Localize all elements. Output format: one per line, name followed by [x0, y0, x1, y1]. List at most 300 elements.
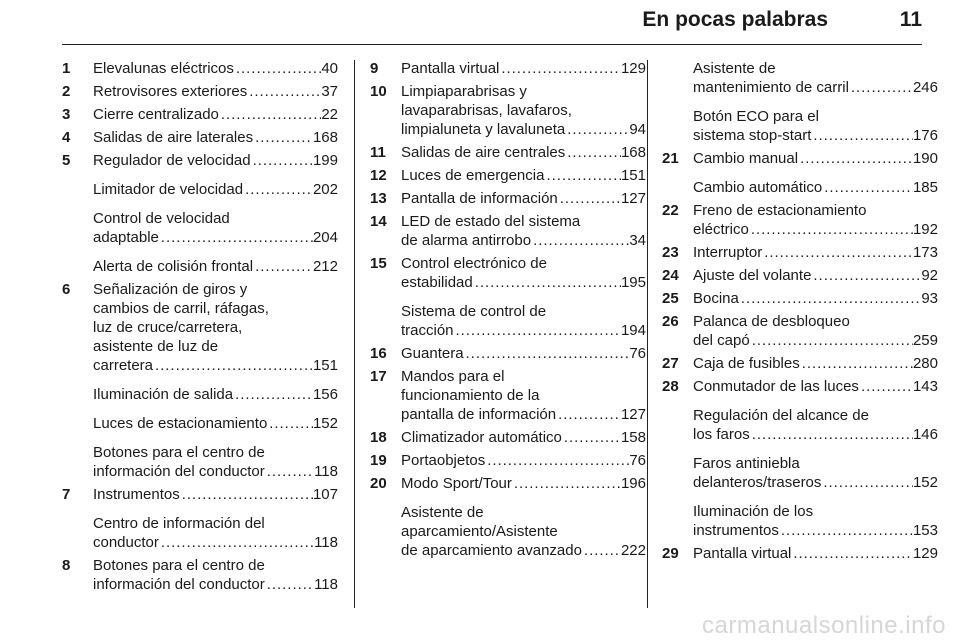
dot-leader	[800, 354, 913, 373]
entry-text-line: de alarma antirrobo	[401, 232, 532, 249]
entry-number: 7	[62, 486, 71, 503]
index-column-2	[370, 59, 646, 564]
entry-last-line	[93, 228, 338, 247]
entry-text-line: instrumentos	[693, 522, 779, 539]
index-entry[interactable]	[62, 257, 338, 276]
entry-last-line	[93, 533, 338, 552]
entry-text-line: sistema stop-start	[693, 127, 812, 144]
entry-last-line	[401, 166, 646, 185]
entry-last-line	[693, 425, 938, 444]
entry-last-line	[93, 151, 338, 170]
dot-leader	[243, 180, 313, 199]
entry-last-line	[693, 521, 938, 540]
entry-page-number: 194	[620, 322, 646, 339]
entry-page-number: 196	[620, 475, 646, 492]
entry-last-line	[693, 331, 938, 350]
entry-body	[401, 212, 646, 250]
entry-text-line: Retrovisores exteriores	[93, 83, 248, 100]
entry-text-line: LED de estado del sistema	[401, 213, 581, 230]
entry-text-line: Alerta de colisión frontal	[93, 258, 254, 275]
index-entry[interactable]	[62, 180, 338, 199]
entry-text-line: información del conductor	[93, 576, 265, 593]
entry-text-line: Palanca de desbloqueo	[693, 313, 850, 330]
entry-text-line: Pantalla virtual	[693, 545, 792, 562]
index-entry[interactable]	[370, 82, 646, 139]
entry-body	[693, 289, 938, 308]
entry-page-number: 34	[629, 232, 646, 249]
index-entry[interactable]	[62, 82, 338, 101]
entry-number: 17	[370, 368, 387, 385]
index-entry[interactable]	[662, 178, 938, 197]
entry-number: 2	[62, 83, 71, 100]
entry-text-line: Guantera	[401, 345, 464, 362]
entry-body	[93, 280, 338, 375]
entry-text-line: Control de velocidad	[93, 210, 230, 227]
entry-text-line: Control electrónico de	[401, 255, 547, 272]
entry-text-line: Cierre centralizado	[93, 106, 219, 123]
entry-page-number: 127	[620, 190, 646, 207]
dot-leader	[454, 321, 621, 340]
entry-body	[93, 128, 338, 147]
entry-text-line: Interruptor	[693, 244, 763, 261]
dot-leader	[251, 151, 313, 170]
dot-leader	[153, 356, 313, 375]
index-entry[interactable]	[370, 59, 646, 78]
dot-leader	[219, 105, 321, 124]
entry-page-number: 152	[312, 415, 338, 432]
index-entry[interactable]	[370, 302, 646, 340]
entry-number: 9	[370, 60, 379, 77]
entry-text-line: Salidas de aire centrales	[401, 144, 566, 161]
entry-page-number: 129	[620, 60, 646, 77]
entry-body	[693, 178, 938, 197]
entry-last-line	[401, 428, 646, 447]
entry-number: 4	[62, 129, 71, 146]
entry-last-line	[401, 321, 646, 340]
entry-page-number: 222	[620, 542, 646, 559]
entry-number: 20	[370, 475, 387, 492]
entry-last-line	[93, 105, 338, 124]
watermark: carmanualsonline.info	[702, 612, 946, 639]
entry-text-line: Regulador de velocidad	[93, 152, 251, 169]
index-entry[interactable]	[370, 451, 646, 470]
entry-text-line: Centro de información del	[93, 515, 265, 532]
entry-number: 19	[370, 452, 387, 469]
index-entry[interactable]	[662, 454, 938, 492]
entry-last-line	[693, 473, 938, 492]
index-entry[interactable]	[62, 105, 338, 124]
entry-text-line: Faros antiniebla	[693, 455, 800, 472]
dot-leader	[859, 377, 913, 396]
dot-leader	[180, 485, 313, 504]
entry-number: 11	[370, 144, 386, 161]
column-divider-2	[647, 60, 648, 608]
entry-last-line	[93, 82, 338, 101]
entry-text-line: conductor	[93, 534, 159, 551]
index-entry[interactable]	[662, 289, 938, 308]
entry-number: 5	[62, 152, 71, 169]
entry-page-number: 153	[912, 522, 938, 539]
entry-text-line: Iluminación de salida	[93, 386, 234, 403]
dot-leader	[798, 149, 913, 168]
index-entry[interactable]	[662, 243, 938, 262]
entry-page-number: 76	[629, 452, 646, 469]
entry-number: 28	[662, 378, 679, 395]
entry-last-line	[93, 180, 338, 199]
entry-last-line	[401, 474, 646, 493]
entry-last-line	[693, 377, 938, 396]
dot-leader	[750, 331, 913, 350]
dot-leader	[464, 344, 630, 363]
entry-body	[401, 166, 646, 185]
entry-text-line: Pantalla virtual	[401, 60, 500, 77]
index-entry[interactable]	[370, 367, 646, 424]
entry-text-line: mantenimiento de carril	[693, 79, 849, 96]
entry-page-number: 168	[620, 144, 646, 161]
entry-text-line: Conmutador de las luces	[693, 378, 859, 395]
entry-last-line	[93, 462, 338, 481]
dot-leader	[253, 257, 313, 276]
entry-page-number: 199	[312, 152, 338, 169]
dot-leader	[762, 243, 913, 262]
entry-text-line: Limpiaparabrisas y	[401, 83, 527, 100]
entry-text-line: carretera	[93, 357, 154, 374]
index-entry[interactable]	[62, 414, 338, 433]
entry-body	[93, 485, 338, 504]
entry-text-line: asistente de luz de	[93, 338, 219, 355]
entry-body	[401, 367, 646, 424]
dot-leader	[234, 59, 321, 78]
entry-last-line	[401, 189, 646, 208]
index-entry[interactable]	[370, 503, 646, 560]
entry-page-number: 22	[321, 106, 338, 123]
dot-leader	[565, 143, 621, 162]
index-entry[interactable]	[370, 254, 646, 292]
entry-body	[93, 59, 338, 78]
entry-body	[693, 544, 938, 563]
entry-page-number: 246	[912, 79, 938, 96]
entry-text-line: Cambio manual	[693, 150, 799, 167]
entry-number: 1	[62, 60, 71, 77]
index-entry[interactable]	[62, 128, 338, 147]
index-entry[interactable]	[662, 149, 938, 168]
entry-number: 6	[62, 281, 71, 298]
index-entry[interactable]	[62, 443, 338, 481]
entry-body	[93, 180, 338, 199]
header-rule	[62, 44, 922, 45]
dot-leader	[253, 128, 313, 147]
entry-last-line	[401, 541, 646, 560]
entry-number: 13	[370, 190, 387, 207]
index-entry[interactable]	[662, 312, 938, 350]
index-entry[interactable]	[662, 266, 938, 285]
entry-number: 12	[370, 167, 387, 184]
entry-last-line	[93, 59, 338, 78]
entry-last-line	[93, 575, 338, 594]
entry-page-number: 143	[912, 378, 938, 395]
entry-body	[93, 257, 338, 276]
entry-last-line	[401, 143, 646, 162]
index-entry[interactable]	[62, 514, 338, 552]
entry-last-line	[693, 178, 938, 197]
dot-leader	[822, 178, 913, 197]
entry-last-line	[693, 149, 938, 168]
entry-page-number: 202	[312, 181, 338, 198]
dot-leader	[556, 405, 621, 424]
entry-last-line	[693, 220, 938, 239]
entry-text-line: del capó	[693, 332, 750, 349]
index-entry[interactable]	[62, 209, 338, 247]
entry-body	[93, 443, 338, 481]
entry-text-line: luz de cruce/carretera,	[93, 319, 243, 336]
index-entry[interactable]	[662, 354, 938, 373]
dot-leader	[531, 231, 629, 250]
entry-page-number: 173	[912, 244, 938, 261]
entry-text-line: adaptable	[93, 229, 159, 246]
index-entry[interactable]	[370, 428, 646, 447]
entry-text-line: Ajuste del volante	[693, 267, 812, 284]
entry-page-number: 195	[620, 274, 646, 291]
entry-number: 3	[62, 106, 71, 123]
entry-number: 14	[370, 213, 387, 230]
entry-last-line	[401, 451, 646, 470]
entry-text-line: estabilidad	[401, 274, 473, 291]
entry-body	[693, 312, 938, 350]
entry-text-line: aparcamiento/Asistente	[401, 523, 558, 540]
dot-leader	[779, 521, 913, 540]
entry-page-number: 158	[620, 429, 646, 446]
index-entry[interactable]	[62, 385, 338, 404]
entry-text-line: Freno de estacionamiento	[693, 202, 867, 219]
entry-body	[693, 59, 938, 97]
index-entry[interactable]	[370, 212, 646, 250]
index-entry[interactable]	[62, 556, 338, 594]
entry-page-number: 92	[921, 267, 938, 284]
entry-last-line	[93, 485, 338, 504]
dot-leader	[811, 126, 913, 145]
entry-body	[693, 502, 938, 540]
dot-leader	[565, 120, 629, 139]
entry-last-line	[93, 356, 338, 375]
entry-text-line: Modo Sport/Tour	[401, 475, 512, 492]
entry-body	[401, 451, 646, 470]
entry-body	[401, 59, 646, 78]
index-entry[interactable]	[370, 344, 646, 363]
entry-body	[93, 556, 338, 594]
entry-last-line	[401, 405, 646, 424]
entry-body	[401, 503, 646, 560]
entry-body	[401, 474, 646, 493]
dot-leader	[739, 289, 921, 308]
entry-number: 18	[370, 429, 387, 446]
entry-text-line: Asistente de	[401, 504, 484, 521]
entry-page-number: 76	[629, 345, 646, 362]
entry-page-number: 204	[312, 229, 338, 246]
entry-body	[93, 209, 338, 247]
dot-leader	[265, 575, 314, 594]
entry-page-number: 151	[620, 167, 646, 184]
index-entry[interactable]	[662, 201, 938, 239]
entry-body	[693, 243, 938, 262]
entry-body	[693, 107, 938, 145]
entry-text-line: Climatizador automático	[401, 429, 562, 446]
entry-body	[693, 406, 938, 444]
entry-number: 22	[662, 202, 679, 219]
entry-text-line: Salidas de aire laterales	[93, 129, 254, 146]
entry-page-number: 118	[314, 463, 338, 480]
index-entry[interactable]	[662, 107, 938, 145]
entry-body	[693, 201, 938, 239]
entry-last-line	[693, 266, 938, 285]
entry-body	[693, 266, 938, 285]
entry-page-number: 37	[321, 83, 338, 100]
entry-last-line	[401, 120, 646, 139]
entry-text-line: eléctrico	[693, 221, 749, 238]
dot-leader	[159, 228, 313, 247]
entry-page-number: 212	[312, 258, 338, 275]
dot-leader	[562, 428, 621, 447]
entry-page-number: 40	[321, 60, 338, 77]
entry-body	[693, 354, 938, 373]
entry-last-line	[693, 354, 938, 373]
dot-leader	[750, 425, 913, 444]
index-column-1	[62, 59, 338, 598]
entry-page-number: 259	[912, 332, 938, 349]
entry-last-line	[693, 78, 938, 97]
index-entry[interactable]	[370, 166, 646, 185]
entry-text-line: Botones para el centro de	[93, 557, 265, 574]
dot-leader	[849, 78, 913, 97]
entry-text-line: Regulación del alcance de	[693, 407, 869, 424]
entry-body	[401, 302, 646, 340]
entry-text-line: Instrumentos	[93, 486, 180, 503]
dot-leader	[499, 59, 621, 78]
entry-page-number: 192	[912, 221, 938, 238]
index-entry[interactable]	[370, 189, 646, 208]
entry-text-line: tracción	[401, 322, 454, 339]
entry-text-line: Luces de estacionamiento	[93, 415, 268, 432]
entry-text-line: Limitador de velocidad	[93, 181, 244, 198]
entry-text-line: los faros	[693, 426, 750, 443]
index-entry[interactable]	[662, 502, 938, 540]
dot-leader	[485, 451, 629, 470]
entry-text-line: Sistema de control de	[401, 303, 547, 320]
dot-leader	[558, 189, 621, 208]
entry-last-line	[693, 289, 938, 308]
entry-number: 23	[662, 244, 679, 261]
entry-page-number: 152	[912, 474, 938, 491]
entry-last-line	[401, 59, 646, 78]
dot-leader	[582, 541, 621, 560]
page-title: En pocas palabras	[642, 8, 828, 31]
index-entry[interactable]	[62, 280, 338, 375]
entry-text-line: pantalla de información	[401, 406, 557, 423]
entry-text-line: Elevalunas eléctricos	[93, 60, 234, 77]
entry-text-line: información del conductor	[93, 463, 265, 480]
entry-body	[93, 82, 338, 101]
index-entry[interactable]	[662, 544, 938, 563]
index-column-3	[662, 59, 938, 567]
entry-last-line	[693, 126, 938, 145]
entry-number: 29	[662, 545, 679, 562]
entry-text-line: de aparcamiento avanzado	[401, 542, 582, 559]
entry-text-line: Luces de emergencia	[401, 167, 545, 184]
entry-last-line	[401, 344, 646, 363]
index-entry[interactable]	[662, 59, 938, 97]
dot-leader	[267, 414, 313, 433]
entry-text-line: delanteros/traseros	[693, 474, 822, 491]
entry-body	[93, 414, 338, 433]
index-entry[interactable]	[370, 143, 646, 162]
entry-text-line: Mandos para el	[401, 368, 505, 385]
entry-body	[693, 454, 938, 492]
entry-number: 10	[370, 83, 387, 100]
dot-leader	[159, 533, 314, 552]
entry-body	[93, 151, 338, 170]
entry-page-number: 127	[620, 406, 646, 423]
index-entry[interactable]	[662, 406, 938, 444]
dot-leader	[749, 220, 913, 239]
entry-text-line: Cambio automático	[693, 179, 823, 196]
index-entry[interactable]	[662, 377, 938, 396]
entry-body	[401, 189, 646, 208]
entry-page-number: 280	[912, 355, 938, 372]
entry-last-line	[93, 414, 338, 433]
entry-last-line	[93, 257, 338, 276]
entry-body	[93, 385, 338, 404]
entry-body	[401, 254, 646, 292]
index-entry[interactable]	[62, 485, 338, 504]
entry-text-line: limpialuneta y lavaluneta	[401, 121, 566, 138]
entry-number: 8	[62, 557, 71, 574]
entry-body	[693, 149, 938, 168]
dot-leader	[265, 462, 314, 481]
entry-text-line: lavaparabrisas, lavafaros,	[401, 102, 572, 119]
page-number: 11	[899, 8, 922, 31]
entry-body	[401, 82, 646, 139]
entry-number: 25	[662, 290, 679, 307]
entry-text-line: Iluminación de los	[693, 503, 814, 520]
index-entry[interactable]	[62, 151, 338, 170]
dot-leader	[247, 82, 321, 101]
index-entry[interactable]	[370, 474, 646, 493]
entry-body	[93, 105, 338, 124]
entry-page-number: 151	[312, 357, 338, 374]
entry-page-number: 168	[312, 129, 338, 146]
entry-page-number: 185	[912, 179, 938, 196]
entry-page-number: 146	[912, 426, 938, 443]
entry-page-number: 176	[912, 127, 938, 144]
entry-last-line	[401, 231, 646, 250]
entry-page-number: 107	[312, 486, 338, 503]
dot-leader	[811, 266, 921, 285]
entry-text-line: Pantalla de información	[401, 190, 558, 207]
index-entry[interactable]	[62, 59, 338, 78]
entry-text-line: Señalización de giros y	[93, 281, 248, 298]
entry-last-line	[93, 128, 338, 147]
entry-page-number: 118	[314, 534, 338, 551]
entry-body	[401, 428, 646, 447]
entry-text-line: Botón ECO para el	[693, 108, 819, 125]
entry-page-number: 94	[629, 121, 646, 138]
entry-last-line	[693, 544, 938, 563]
entry-last-line	[401, 273, 646, 292]
entry-page-number: 93	[921, 290, 938, 307]
entry-text-line: funcionamiento de la	[401, 387, 540, 404]
entry-body	[401, 344, 646, 363]
dot-leader	[233, 385, 313, 404]
entry-text-line: Asistente de	[693, 60, 776, 77]
